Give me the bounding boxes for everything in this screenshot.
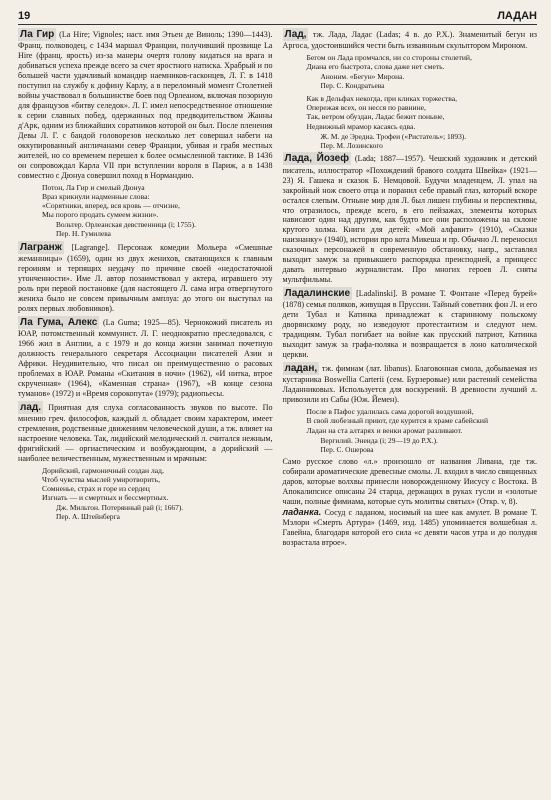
quote-citation: Аноним. «Бегун» Мирона. Пер. С. Кондратьева (320, 72, 405, 91)
running-title: ЛАДАН (497, 10, 537, 22)
entry-body: [Lagrange]. Персонаж комедии Мольера «Смешные жеманницы» (1659), один из двух женихов, сватающихся к главным героиням и терпящих неудачу по причине своей «недостаточной утонченности». Име Л. автор позаимствовал у актера, игравшего эту роль при первой постановке (для настоящего Л. сама игра отвергнутого жениха было не совсем привычным амплуа: до этого он выступал на ролях первых любовников). (18, 242, 273, 313)
entry-headword: Ладалинские (284, 288, 351, 300)
entry-body: [Ladalinski]. В романе Т. Фонтане «Перед бурей» (1878) семья поляков, живущая в Пруссии. Тайный советник фон Л. и его дети Тубал и Катинка принадлежат к старинному польскому дворянскому роду, но изведоуют протестантизм и следуют нем. традициям. Тубал погибает на войне как прусский патриот, Катинка выходит замуж за графа-поляка и возвращается в лоно католической церкви. (282, 289, 537, 360)
entry-headword: Ла Гир (20, 29, 55, 40)
quote-citation: Вергилий. Энеида (i; 29—19 до Р.Х.). Пер. С. Ошерова (320, 435, 438, 454)
entry-body: (La Hire; Vignoles; наст. имя Этьен де Виноль; 1390—1443). Франц. полководец, с 1434 маршал Франции, получивший прозвище La Hire (франц. ярость) из-за манеры очертя голову кидаться на врага и добиваться успеха прежде всего за счет яростного натиска. Храбрый и по большей части удачливый командир наемников-гасконцев, Л. Г. в 1418 поступил на службу к дофину Карлу, а в переломный момент Столетней войны участвовал в большинстве боев под Орлеаном, включая позорную для французов «битву селедок». Л. Г. имел непосредственное отношение к серии славных побед, одержанных под предводительством Жанны д'Арк, одним из ближайших соратников которой он был. После пленения Девы Л. Г. с бандой головорезов несколько лет совершал набеги на оккупированный англичанами север Франции, убивая и грабя местных жителей, но со временем перешел к более осмысленной тактике. В 1436 он сопровождал Карла VII при вступлении короля в Париж, а в 1438 совместно с Дюнуа совершил поход в Нормандию. (18, 30, 273, 180)
left-column (18, 29, 273, 551)
quote-citation-2: Ж. М. де Эредиа. Трофеи («Ристатель»; 1893). Пер. М. Лозинского (320, 131, 467, 150)
entry-body-continued: Само русское слово «л.» произошло от названия Ливана, где тж. собирали ароматические древесные смолы. Л. входил в число священных даров, которые волхвы принесли новорожденному Иисусу с Востока. В Апокалипсисе описаны 24 старца, держащих в руках гусли и «золотые чаши, полные фимиама, которые суть молитвы святых» (Откр. v, 8). (282, 457, 537, 507)
entry-lagrange (18, 242, 273, 314)
sub-headword: ладанка. (282, 507, 322, 518)
verse-quote: Бегом он Лада промчался, ни со стороны столетий, Диана его быстрота, слова даже нет сметь. (306, 53, 472, 72)
running-header (18, 10, 537, 25)
entry-headword: Ла Гума, Алекс (20, 316, 98, 328)
entry-lad (18, 402, 273, 522)
entry-la-gir (18, 29, 273, 239)
quote-citation: Вольтер. Орлеанская девственница (i; 1755). Пер. Н. Гумилева (56, 220, 196, 238)
verse-quote: Дорийский, гармоничный создан лад, Чтоб чувства мыслей умиротворить, Сомненье, страх и горе из сердец Изгнать — и смертных и бессмертных. (42, 465, 169, 503)
entry-body: тж. фимиам (лат. libanus). Благовонная смола, добываемая из кустарника Boswellia Carterii (сем. Бурзеровые) или растений семейства Ладанниковых. Используется для воскурений. В древности лучший л. привозили из Сабы (Юж. Йемен). (282, 364, 537, 405)
right-column (283, 29, 538, 551)
sub-entry-body: Сосуд с ладаном, носимый на шее как амулет. В романе Т. Мэлори «Смерть Артура» (1469, изд. 1485) упоминается волшебная л. Гавейна, благодаря которой его сила «с девяти часов утра и до полудня возрастала втрое». (282, 508, 537, 548)
entry-la-guma (18, 317, 273, 399)
entry-headword: лад. (20, 401, 42, 413)
entry-ladalinski (283, 288, 538, 360)
entry-lad-runner (283, 29, 538, 150)
entry-headword: ладан, (284, 363, 318, 375)
page-number: 19 (18, 10, 31, 22)
verse-quote: Потон, Ла Гир и смелый Дюнуа Враз крикнули надменные слова: «Сорятники, вперед, вся кровь — отчизне, Мы порого продать сумеем жизни». (42, 182, 180, 219)
entry-ladan (283, 363, 538, 548)
entry-body: (Lada; 1887—1957). Чешский художник и детский писатель, иллюстратор «Похождений бравого солдата Швейка» (1921—23) Я. Гашека и сказок Б. Немцовой. Будучи младенцем, Л. упал на закройный нож своего отца и поранил себе правый глаз, который вскоре остался слепым. Отныне мир для Л. был лишен глубины и перспективы, что отразилось, прежде всего, в его пейзажах, элементы которых нависают один над другим, как будто все они расположены на склоне крутого холма. Книги для детей: «Мой алфавит» (1910), «Сказки наизнанку» (1940), истории про кота Микеша и пр. Обычно Л. переносил сказочных персонажей в современную обстановку, напр., заставлял выходит замуж за привыкшего распорядка преисподней, а принцесс давать интервью журналистам. Про многих героев Л. сняты мультфильмы. (282, 154, 537, 285)
entry-headword: Лагранж (20, 241, 62, 253)
entry-body: (La Guma; 1925—85). Чернокожий писатель из ЮАР, потомственный коммунист. Л. Г. неоднократно преследовался, с 1966 жил в Англии, а с 1979 и до конца жизни занимал почетную должность генерального секретаря Ассоциации писателей Азии и Африки. Неудивительно, что писал он преимущественно о расовых проблемах в ЮАР. Романы «Скитания в ночи» (1962), «И нитка, втрое скрученная» (1964), «Каменная страна» (1967), «В конце сезона туманов» (1972) и «Время сорокопута» (1979); радиопьесы. (18, 317, 273, 398)
entry-body: тж. Лада, Ладас (Ladas; 4 в. до Р.Х.). Знаменитый бегун из Аргоса, удостоившийся чести быть изваянным скульптором Мироном. (282, 30, 537, 51)
verse-quote: После в Пафос удалилась сама дорогой воздушной, В свой любезный приют, где курится в храме сабейский Ладан на ста алтарях и венки аромат разливают. (306, 407, 489, 435)
entry-body: Приятная для слуха согласованность звуков по высоте. По мнению греч. философов, каждый л. обладает своим характером, имеет стремления, родственные движениям человеческой души, а тж. влияет на настроение человека. Так, лидийский мелодический л. считался нежным, фригийский — оргиастическим и возбуждающим, а дорийский — наиболее величественным, мужественным и мрачным: (18, 402, 273, 463)
entry-headword: Лада, Йозеф (284, 153, 349, 165)
entry-lada-josef (283, 153, 538, 285)
entry-headword: Лад, (284, 29, 307, 40)
verse-quote-2: Как в Дельфах некогда, при кликах торжества, Опережая всех, он несся по равнине, Так, ветром обуздан, Ладас бежит поныне, Недвижный мрамор касаясь едва. (306, 94, 458, 131)
text-columns (18, 29, 537, 551)
quote-citation: Дж. Мильтон. Потерянный рай (i; 1667). Пер. А. Штейнберга (56, 503, 184, 522)
